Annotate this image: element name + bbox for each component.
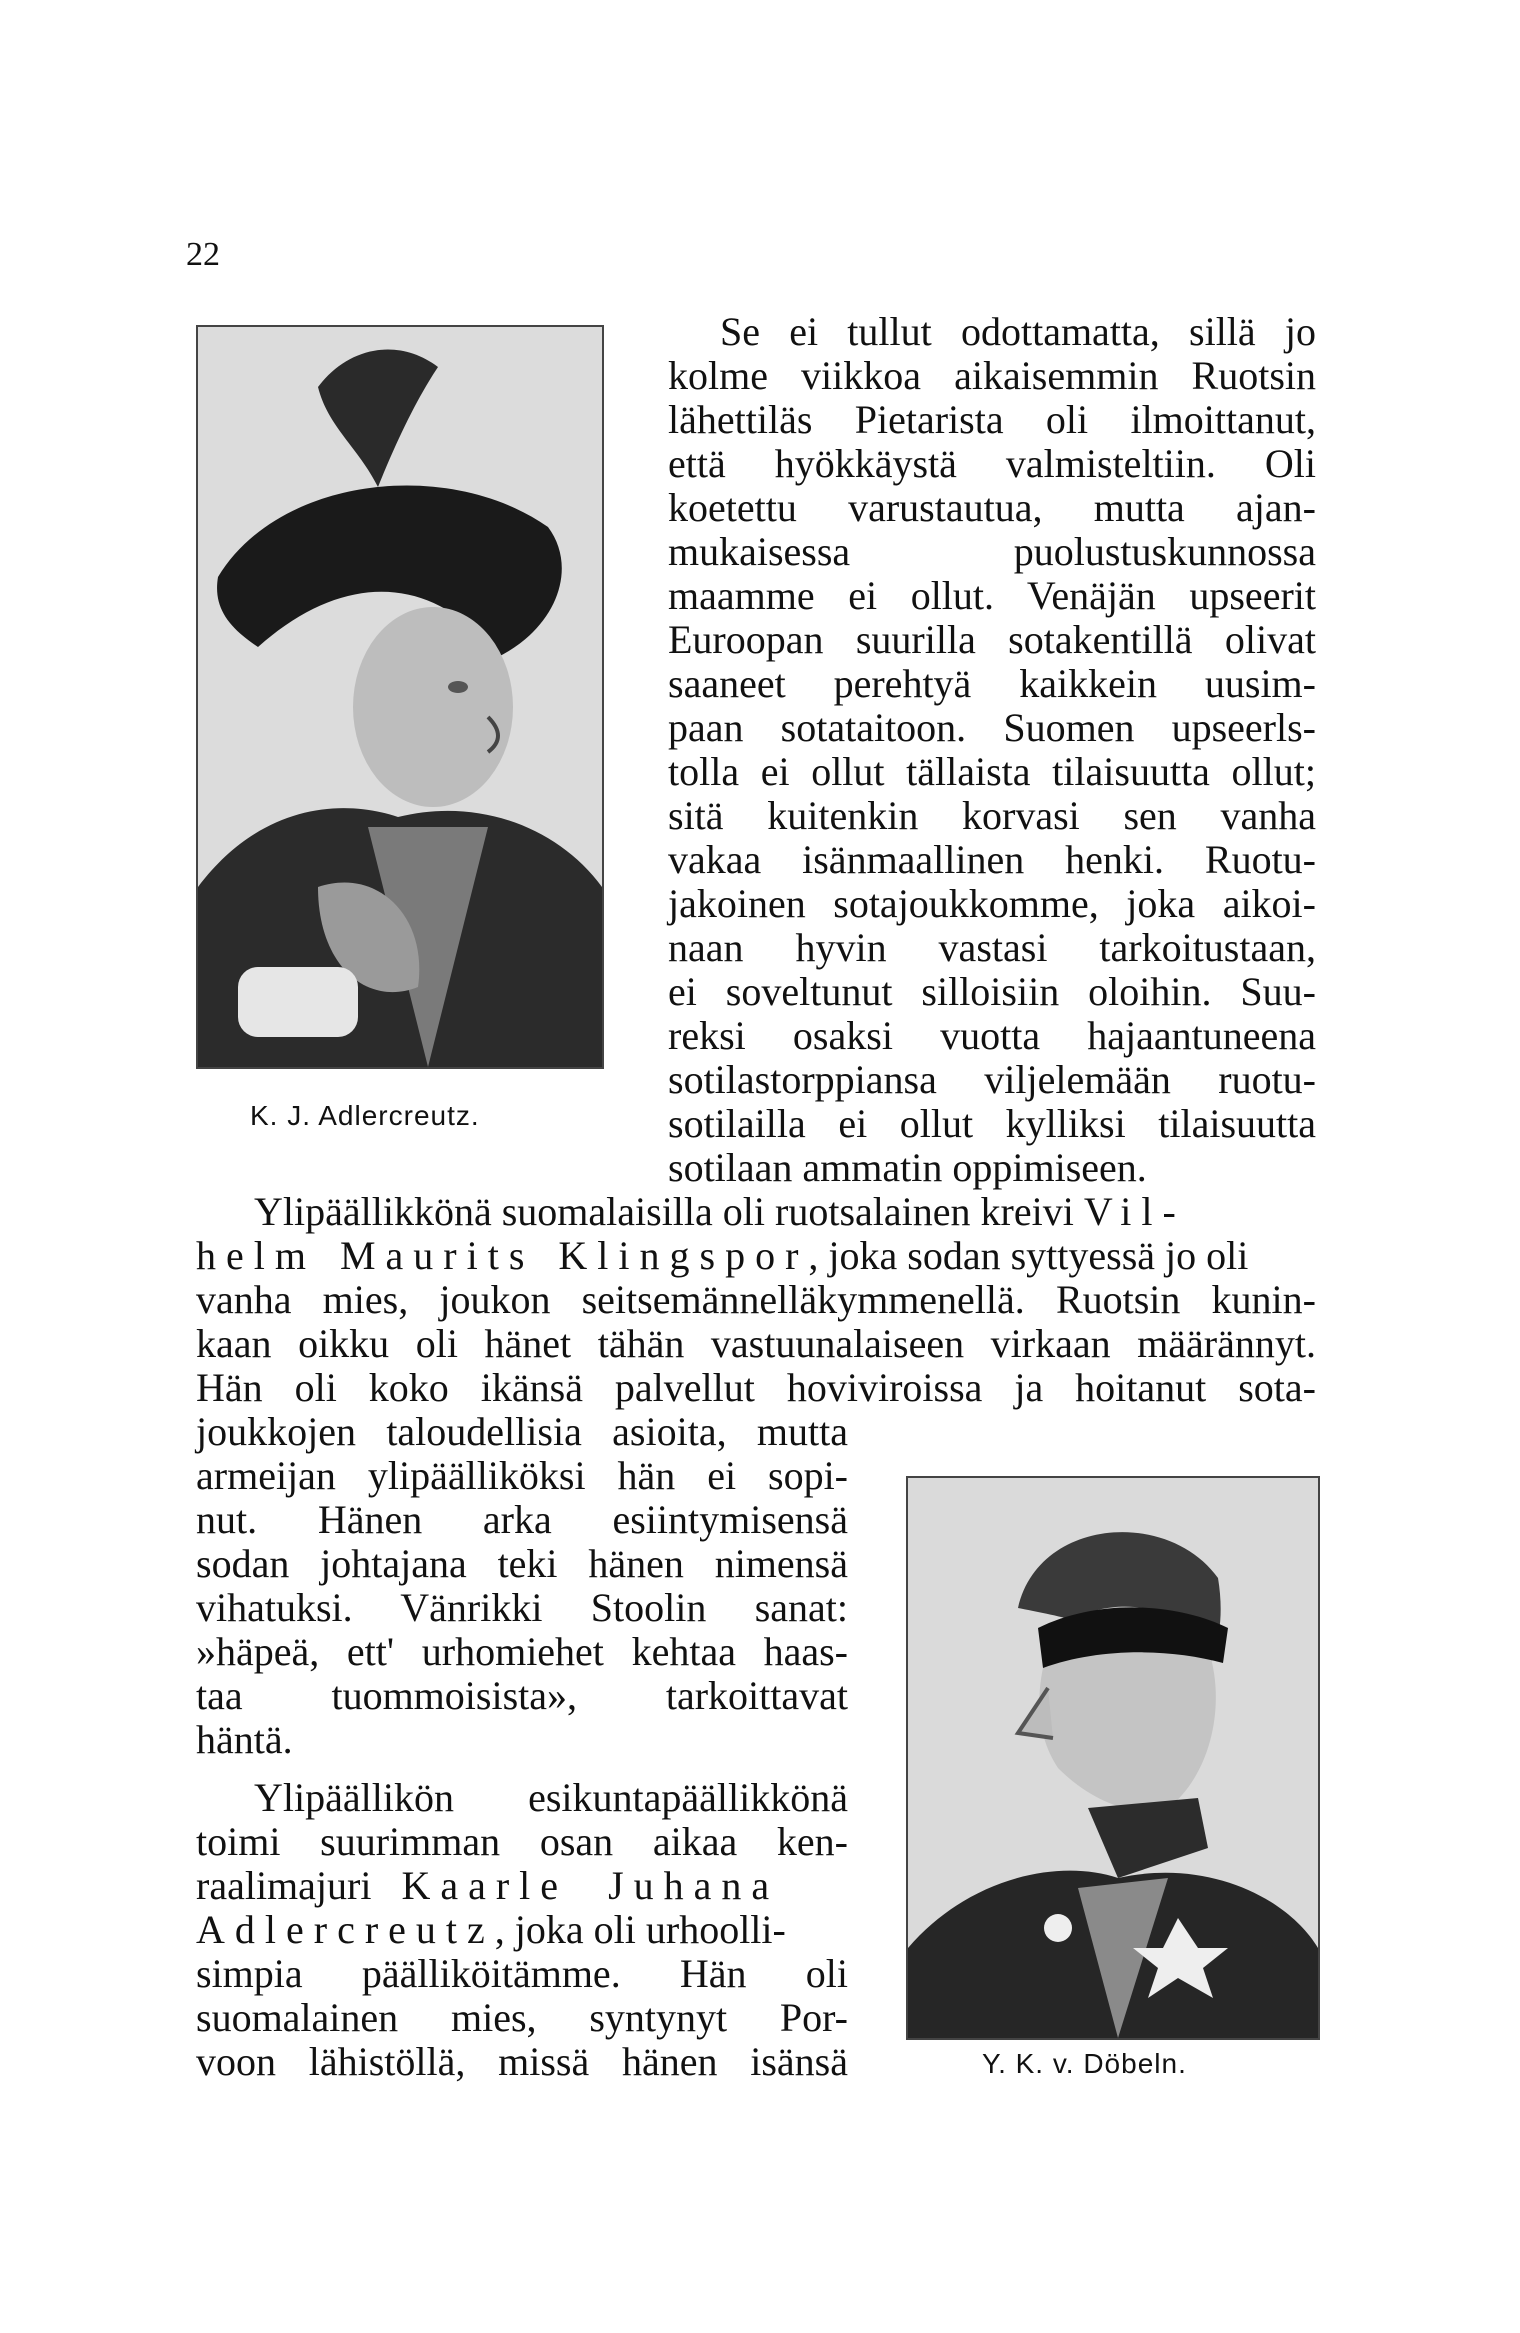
text-line: ei soveltunut silloisiin oloihin. Suu-	[668, 969, 1316, 1014]
text-line-adlercreutz	[196, 1908, 848, 1952]
text-line-klingspor-name	[196, 1234, 1316, 1278]
text-line-klingspor-intro	[254, 1190, 1316, 1234]
text-line: toimi suurimman osan aikaa ken-	[196, 1819, 848, 1864]
text-line: kolme viikkoa aikaisemmin Ruotsin	[668, 353, 1316, 398]
text-line: Hän oli koko ikänsä palvellut hoviviroissa ja hoitanut sota-	[196, 1365, 1316, 1410]
text-line: saaneet perehtyä kaikkein uusim-	[668, 661, 1316, 706]
text-line: kaan oikku oli hänet tähän vastuunalaiseen virkaan määrännyt.	[196, 1321, 1316, 1366]
text-line: sodan johtajana teki hänen nimensä	[196, 1541, 848, 1586]
text-line: reksi osaksi vuotta hajaantuneena	[668, 1013, 1316, 1058]
text-line: sotilaan ammatin oppimiseen.	[668, 1145, 1147, 1190]
text-span-spaced: Vil-	[1083, 1189, 1186, 1234]
text-line: Ylipäällikön esikuntapäällikkönä	[254, 1775, 848, 1820]
text-line: Euroopan suurilla sotakentillä olivat	[668, 617, 1316, 662]
text-line: simpia päälliköitämme. Hän oli	[196, 1951, 848, 1996]
text-line: sitä kuitenkin korvasi sen vanha	[668, 793, 1316, 838]
name-adlercreutz: Adlercreutz	[196, 1907, 495, 1952]
text-line: joukkojen taloudellisia asioita, mutta	[196, 1409, 848, 1454]
text-span: , joka sodan syttyessä jo oli	[808, 1233, 1249, 1278]
text-line: vanha mies, joukon seitsemännelläkymmenellä. Ruotsin kunin-	[196, 1277, 1316, 1322]
text-line: taa tuommoisista», tarkoittavat	[196, 1673, 848, 1718]
name-juhana: Juhana	[608, 1863, 780, 1908]
text-line: tolla ei ollut tällaista tilaisuutta ollut;	[668, 749, 1316, 794]
name-maurits: Maurits	[339, 1233, 535, 1278]
name-wilhelm: helm	[196, 1233, 316, 1278]
text-line: häntä.	[196, 1717, 293, 1762]
text-line: sotilailla ei ollut kylliksi tilaisuutta	[668, 1101, 1316, 1146]
text-line: että hyökkäystä valmisteltiin. Oli	[668, 441, 1316, 486]
name-klingspor: Klingspor	[558, 1233, 809, 1278]
text-span: Ylipäällikkönä suomalaisilla oli ruotsalainen kreivi	[254, 1189, 1074, 1234]
text-line: paan sotataitoon. Suomen upseerls-	[668, 705, 1316, 750]
text-line: voon lähistöllä, missä hänen isänsä	[196, 2039, 848, 2084]
text-line: mukaisessa puolustuskunnossa	[668, 529, 1316, 574]
text-line: Se ei tullut odottamatta, sillä jo	[720, 309, 1316, 354]
text-span: , joka oli urhoolli-	[494, 1907, 786, 1952]
page-number: 22	[186, 236, 220, 273]
text-line: »häpeä, ett' urhomiehet kehtaa haas-	[196, 1629, 848, 1674]
text-line: armeijan ylipäälliköksi hän ei sopi-	[196, 1453, 848, 1498]
text-line: lähettiläs Pietarista oli ilmoittanut,	[668, 397, 1316, 442]
portrait-adlercreutz	[196, 325, 604, 1069]
text-line: vakaa isänmaallinen henki. Ruotu-	[668, 837, 1316, 882]
caption-adlercreutz: K. J. Adlercreutz.	[250, 1100, 480, 1131]
portrait-dobeln	[906, 1476, 1320, 2040]
text-line: jakoinen sotajoukkomme, joka aikoi-	[668, 881, 1316, 926]
text-span: raalimajuri	[196, 1863, 372, 1908]
text-line: vihatuksi. Vänrikki Stoolin sanat:	[196, 1585, 848, 1630]
text-line: naan hyvin vastasi tarkoitustaan,	[668, 925, 1316, 970]
text-line: nut. Hänen arka esiintymisensä	[196, 1497, 848, 1542]
dobeln-engraving	[908, 1478, 1318, 2038]
name-kaarle: Kaarle	[401, 1863, 569, 1908]
caption-dobeln: Y. K. v. Döbeln.	[982, 2048, 1187, 2079]
text-line: maamme ei ollut. Venäjän upseerit	[668, 573, 1316, 618]
text-line: koetettu varustautua, mutta ajan-	[668, 485, 1316, 530]
adlercreutz-engraving	[198, 327, 602, 1067]
text-line: suomalainen mies, syntynyt Por-	[196, 1995, 848, 2040]
text-line: sotilastorppiansa viljelemään ruotu-	[668, 1057, 1316, 1102]
text-line-kaarle-juhana	[196, 1864, 848, 1908]
